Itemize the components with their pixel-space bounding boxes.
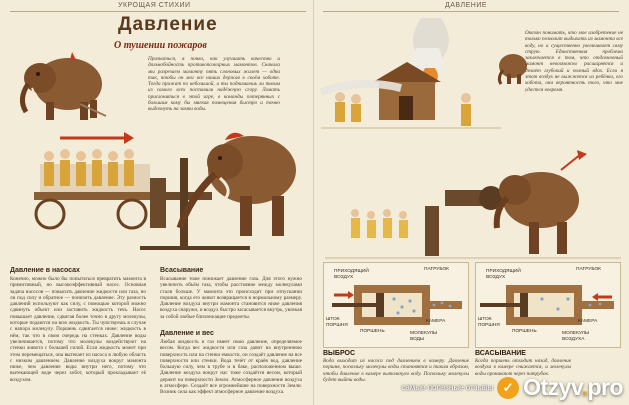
section-heading-suction: Всасывание [160, 267, 204, 274]
section-heading-pumps: Давление в насосах [10, 267, 80, 274]
label-rod-2: ШТОК ПОРШНЯ [478, 317, 500, 328]
mammoth-illustration-top [10, 44, 110, 124]
page-title: Давление [118, 14, 218, 35]
label-piston-1: ПОРШЕНЬ [360, 329, 385, 334]
watermark-logo-tld: pro [587, 374, 623, 400]
label-nozzle-1: ПАТРУБОК [424, 267, 449, 272]
watermark-check-icon: ✓ [497, 377, 519, 399]
diagram-heading-suction: ВСАСЫВАНИЕ [475, 350, 526, 357]
diagram-caption-suction: Когда поршень отходит назад, давление воздуха в камере снижается, и молекулы воды проникают через патрубок. [475, 358, 571, 377]
diagram-heading-exhaust: ВЫБРОС [323, 350, 356, 357]
top-rule-left [10, 11, 306, 12]
section-text-pumps: Конечно, можно было бы попытаться превратить мамонта в примитивный, но высокоэффективный насос. Основная задача насосов — повысить давление жидкости или газа, но ли под силу и обратное — понизить давление. Эту разность давлений используют как силу, с помощью которой можно сдвинуть объект или заставить жидкость течь. Насос повышает давление, сдвигая более точно в другу молекулы, которые подаются на всю жидкость. Ты чувствуешь в случае с напора молекулу. Поршень сдвигается ниже: жидкость в нём, так что в свою очередь на стенках. Давление воды увеличивается, потому что молекулы воздействуют на стенки живота с большей силой. Если жидкость может при этом перемещаться, она вытекает из насоса в любую область с низким давлением. Давление воздуха вокруг мамонта ниже, чем давление воды внутри него, потому что вытекающей воде через хобот, который прокладывает её воздухом. [10, 276, 146, 383]
section-text-suction: Всасывание тоже понижает давление газа. Для этого нужно увеличить объём газа, чтобы расстояние между молекулами стали больше. У мамонта это происходит при отпускании поршня, когда его живот возвращается в нормальному размеру. Давление воздуха внутри мамонта становится ниже давления воздуха снаружи, и воздух быстро засасывается внутрь, увлекая за собой любые близлежащие предметы. [160, 276, 302, 320]
section-heading-weight: Давление и вес [160, 330, 214, 337]
watermark-logo [523, 374, 623, 401]
small-mammoth-icon [495, 46, 529, 86]
otzyv-watermark [401, 374, 623, 401]
watermark-logo-main: Otzyv [523, 374, 582, 400]
section-text-weight: Любая жидкость и газ имеет свою давление, определяемое весом. Когда вес жидкости или газа давит на внутреннюю поверхность или на стенки емкости, он создаёт давление на все поверхности или стенки. Вода течёт от краёв вод, давление большую силу, чем в трубе и в баке, расположенном выше. Давление воздуха вокруг нас тоже создаётся весом, который держит на поверхности Земли. Атмосферное давление воздуха в атмосфере. Создаёт все огромнейшие на поверхности Земли. Возник сила как эффект атмосферное давление воздуха. [160, 339, 302, 396]
label-chamber-2: КАМЕРА [578, 319, 598, 324]
label-air-in-1: ПРИХОДЯЩИЙ ВОЗДУХ [334, 269, 369, 280]
running-head-left: УКРОЩАЯ СТИХИИ [118, 2, 191, 9]
burning-hut-illustration [321, 18, 501, 136]
diagram-suction [475, 262, 621, 348]
page-subtitle: О тушении пожаров [114, 40, 207, 51]
top-rule-right [323, 11, 619, 12]
label-piston-2: ПОРШЕНЬ [512, 329, 537, 334]
running-head-right: ДАВЛЕНИЕ [445, 2, 488, 9]
left-page [0, 0, 314, 405]
mammoth-cannon-illustration [325, 140, 621, 264]
label-molecules-2: МОЛЕКУЛЫ ВОЗДУХА [562, 331, 590, 342]
label-air-in-2: ПРИХОДЯЩИЙ ВОЗДУХ [486, 269, 521, 280]
watermark-logo-dot: . [581, 374, 588, 400]
right-intro-text: Оказан понимать, что мое изобретение не только позволит выдыхать из мамонта все воду, но и существенно увеличивает саму струю. Единственная проблема заключается в том, что отдохновный мамонт невозможно расширяется и делает глубокий и полный вдох. Если я этот воздух не выжжется из ребёнка, его хобота, она вероятность того, что мне удастся вовремя. [525, 30, 623, 93]
label-molecules-1: МОЛЕКУЛЫ ВОДЫ [410, 331, 438, 342]
intro-text: Признаться, я понял, как улучшить качество и дальнобойность противопожарных мамонтов. Сначала мы разрезаем мамонту пять слоновых жилет — одна так, чтобы он мог все наших держав в своём хоботе. Тогда прижат по небольшой, а ты поднимаешь ли твоим из самого всех поставили надёжную сгору. Ломать прислониться в этой игре, в команды потерянных с большим кому бы мягкая помещения быстро и точно выдохнуть на замки воды. [148, 56, 280, 113]
label-nozzle-2: ПАТРУБОК [576, 267, 601, 272]
right-page [315, 0, 629, 405]
fire-brigade-illustration [20, 118, 305, 266]
watermark-tagline: самые полезные отзывы [401, 383, 494, 392]
diagram-caption-exhaust: Вода выходит из насоса под давлением в камеру. Давление поршня, поскольку молекулы воды становятся и таким образом, чтобы давление в камере вытолкнуло воду. Поскольку молекулы будет выйти воды. [323, 358, 469, 383]
label-rod-1: ШТОК ПОРШНЯ [326, 317, 348, 328]
diagram-exhaust [323, 262, 469, 348]
label-chamber-1: КАМЕРА [426, 319, 446, 324]
